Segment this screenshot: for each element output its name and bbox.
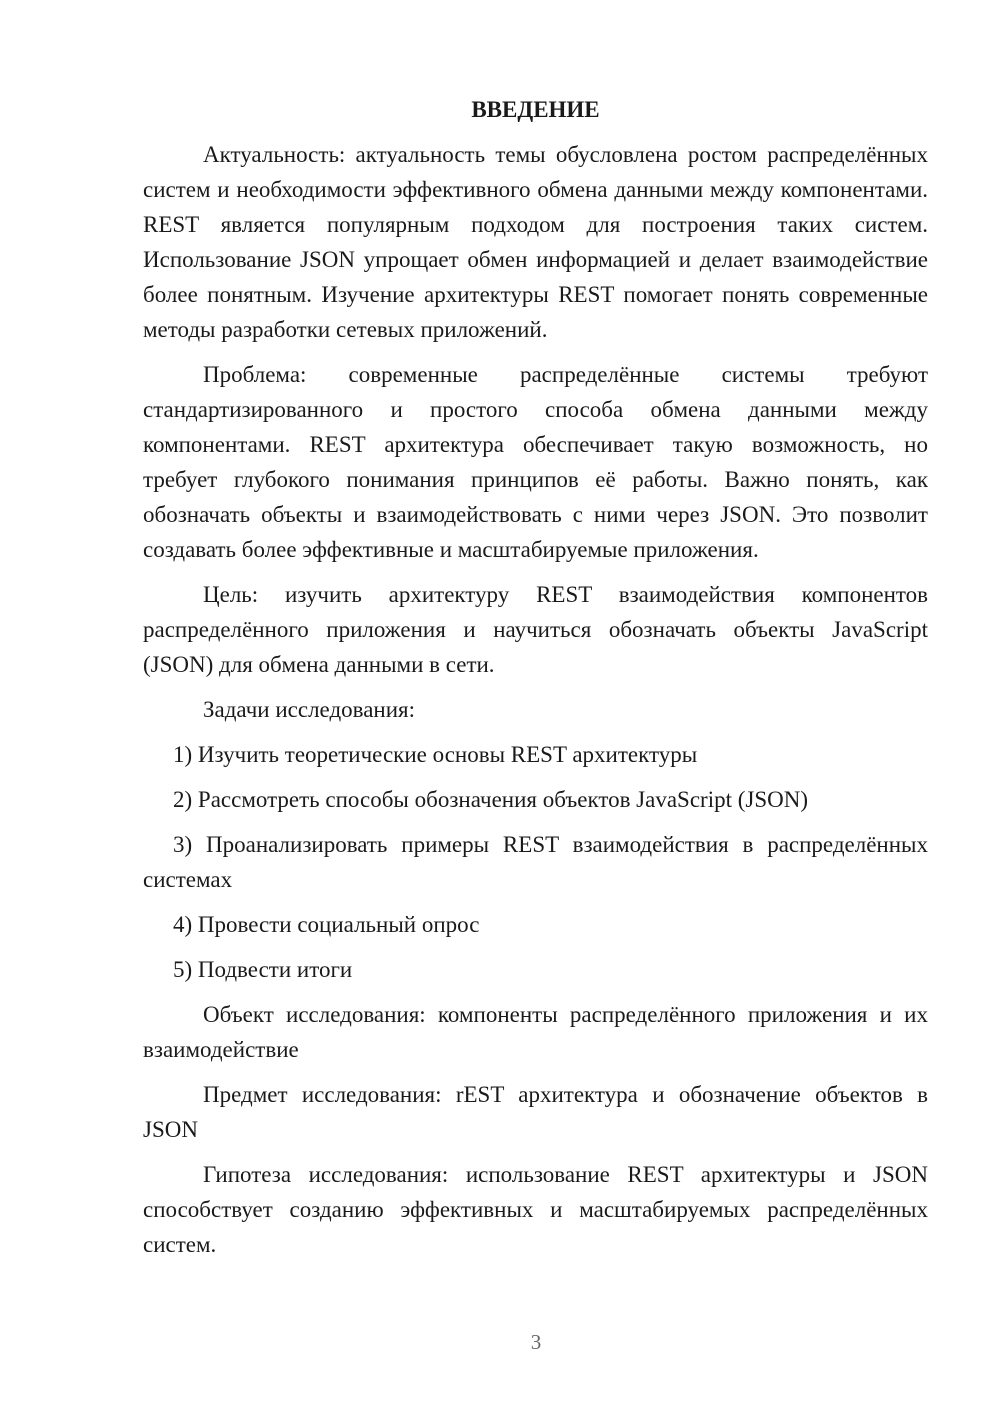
task-item-2: 2) Рассмотреть способы обозначения объектов JavaScript (JSON): [173, 787, 809, 812]
paragraph-goal: Цель: изучить архитектуру REST взаимодействия компонентов распределённого приложения и научиться обозначать объекты JavaScript (JSON) для обмена данными в сети.: [143, 582, 928, 677]
document-page: [143, 92, 928, 1272]
paragraph-hypothesis: Гипотеза исследования: использование REST архитектуры и JSON способствует созданию эффективных и масштабируемых распределённых систем.: [143, 1162, 928, 1257]
section-title: ВВЕДЕНИЕ: [471, 97, 600, 122]
paragraph-subject: Предмет исследования: rEST архитектура и обозначение объектов в JSON: [143, 1082, 928, 1142]
task-item-4: 4) Провести социальный опрос: [173, 912, 480, 937]
paragraph-problem: Проблема: современные распределённые системы требуют стандартизированного и простого способа обмена данными между компонентами. REST архитектура обеспечивает такую возможность, но требует глубокого понимания принципов её работы. Важно понять, как обозначать объекты и взаимодействовать с ними через JSON. Это позволит создавать более эффективные и масштабируемые приложения.: [143, 362, 928, 562]
paragraph-tasks-heading: Задачи исследования:: [203, 697, 416, 722]
page-number: 3: [530, 1330, 542, 1354]
task-item-3: 3) Проанализировать примеры REST взаимодействия в распределённых системах: [143, 832, 928, 892]
task-item-5: 5) Подвести итоги: [173, 957, 353, 982]
paragraph-relevance: Актуальность: актуальность темы обусловлена ростом распределённых систем и необходимости эффективного обмена данными между компонентами. REST является популярным подходом для построения таких систем. Использование JSON упрощает обмен информацией и делает взаимодействие более понятным. Изучение архитектуры REST помогает понять современные методы разработки сетевых приложений.: [143, 142, 928, 342]
paragraph-object: Объект исследования: компоненты распределённого приложения и их взаимодействие: [143, 1002, 928, 1062]
task-item-1: 1) Изучить теоретические основы REST архитектуры: [173, 742, 698, 767]
